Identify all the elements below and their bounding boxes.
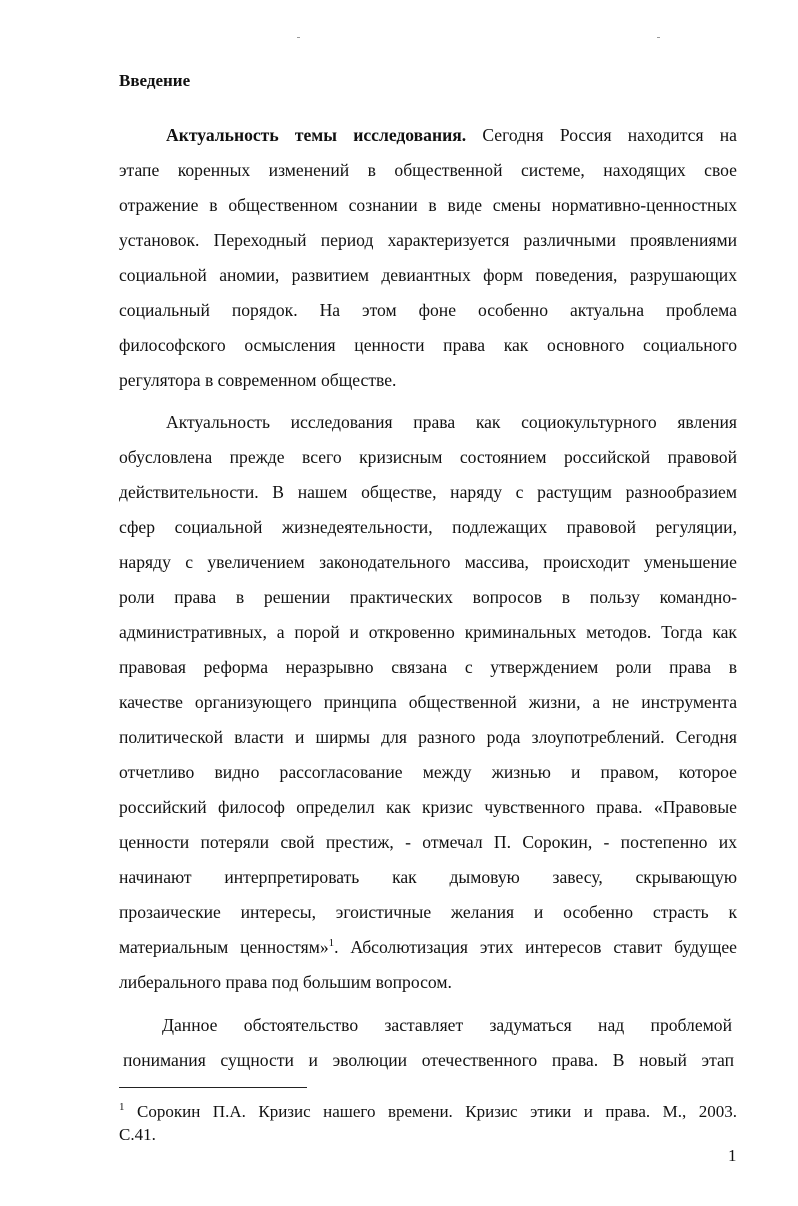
scan-speck	[657, 37, 660, 38]
paragraph-2-line-14: начинают интерпретировать как дымовую завесу, скрывающую	[119, 867, 737, 887]
paragraph-2-line-2: обусловлена прежде всего кризисным состоянием российской правовой	[119, 447, 737, 467]
paragraph-1-line-6: социальный порядок. На этом фоне особенно актуальна проблема	[119, 300, 737, 320]
paragraph-2-line-16: материальным ценностям»$^1$. Абсолютизация этих интересов ставит будущее	[119, 937, 737, 957]
paragraph-2-line-8: правовая реформа неразрывно связана с утверждением роли права в	[119, 657, 737, 677]
paragraph-1-line-4: установок. Переходный период характеризуется различными проявлениями	[119, 230, 737, 250]
paragraph-2-line-9: качестве организующего принципа общественной жизни, а не инструмента	[119, 692, 737, 712]
page-number: 1	[728, 1146, 737, 1165]
scan-speck	[297, 37, 300, 38]
paragraph-2-line-5: наряду с увеличением законодательного массива, происходит уменьшение	[119, 552, 737, 572]
paragraph-1-line-5: социальной аномии, развитием девиантных форм поведения, разрушающих	[119, 265, 737, 285]
paragraph-2-line-7: административных, а порой и откровенно криминальных методов. Тогда как	[119, 622, 737, 642]
footnote-line-1: $^1$ Сорокин П.А. Кризис нашего времени. Кризис этики и права. М., 2003.	[119, 1101, 737, 1121]
paragraph-2-line-1: Актуальность исследования права как социокультурного явления	[166, 412, 737, 432]
paragraph-2-line-11: отчетливо видно рассогласование между жизнью и правом, которое	[119, 762, 737, 782]
paragraph-1-line-3: отражение в общественном сознании в виде смены нормативно-ценностных	[119, 195, 737, 215]
paragraph-2-line-6: роли права в решении практических вопросов в пользу командно-	[119, 587, 737, 607]
paragraph-1-line-7: философского осмысления ценности права как основного социального	[119, 335, 737, 355]
paragraph-1-line-2: этапе коренных изменений в общественной системе, находящих свое	[119, 160, 737, 180]
paragraph-2-line-12: российский философ определил как кризис чувственного права. «Правовые	[119, 797, 737, 817]
paragraph-2-line-3: действительности. В нашем обществе, наряду с растущим разнообразием	[119, 482, 737, 502]
paragraph-2-line-4: сфер социальной жизнедеятельности, подлежащих правовой регуляции,	[119, 517, 737, 537]
paragraph-2-line-13: ценности потеряли свой престиж, - отмечал П. Сорокин, - постепенно их	[119, 832, 737, 852]
paragraph-3-line-1: Данное обстоятельство заставляет задуматься над проблемой	[162, 1015, 732, 1035]
footnote-mark: 1	[119, 1101, 125, 1113]
lead-bold: Актуальность темы исследования.	[166, 125, 467, 145]
paragraph-2-line-17: либерального права под большим вопросом.	[119, 972, 452, 992]
footnote-separator	[119, 1087, 307, 1088]
footnote-reference: 1	[328, 937, 335, 949]
section-heading: Введение	[119, 71, 191, 90]
paragraph-3-line-2: понимания сущности и эволюции отечественного права. В новый этап	[123, 1050, 734, 1070]
paragraph-2-line-15: прозаические интересы, эгоистичные желания и особенно страсть к	[119, 902, 737, 922]
paragraph-1-line-1: Актуальность темы исследования. Сегодня Россия находится на	[166, 125, 737, 145]
paragraph-1-line-8: регулятора в современном обществе.	[119, 370, 397, 390]
footnote-line-2: С.41.	[119, 1125, 156, 1144]
paragraph-2-line-10: политической власти и ширмы для разного рода злоупотреблений. Сегодня	[119, 727, 737, 747]
